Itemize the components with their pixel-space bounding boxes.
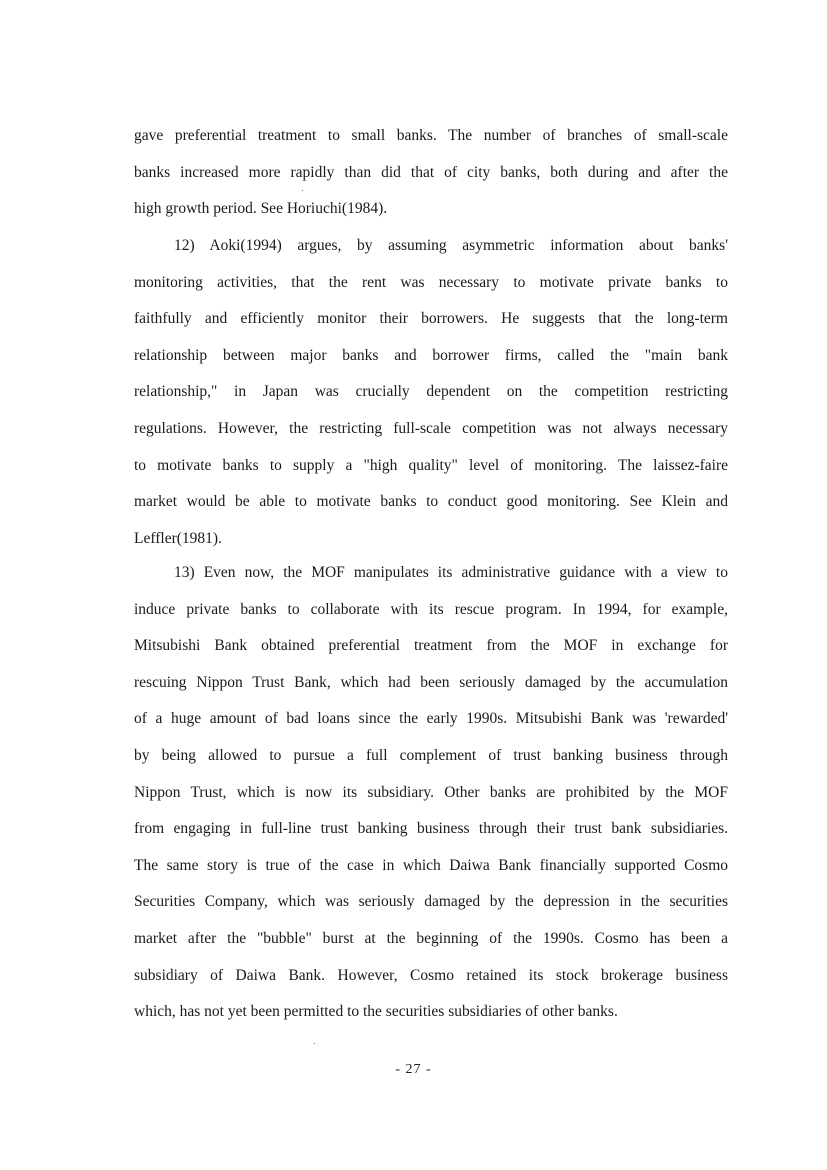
text-line: banks increased more rapidly than did that of city banks, both during and after the <box>134 163 728 181</box>
text-line: subsidiary of Daiwa Bank. However, Cosmo retained its stock brokerage business <box>134 966 728 984</box>
scan-speck <box>314 1043 315 1044</box>
text-line: induce private banks to collaborate with its rescue program. In 1994, for example, <box>134 600 728 618</box>
text-line: relationship between major banks and borrower firms, called the "main bank <box>134 346 728 364</box>
text-line: regulations. However, the restricting full-scale competition was not always necessary <box>134 419 728 437</box>
text-line: monitoring activities, that the rent was necessary to motivate private banks to <box>134 273 728 291</box>
text-line: market would be able to motivate banks to conduct good monitoring. See Klein and <box>134 493 728 511</box>
text-line: Leffler(1981). <box>134 529 222 547</box>
text-line: The same story is true of the case in which Daiwa Bank financially supported Cosmo <box>134 856 728 874</box>
text-line: Nippon Trust, which is now its subsidiary. Other banks are prohibited by the MOF <box>134 783 728 801</box>
text-line: relationship," in Japan was crucially dependent on the competition restricting <box>134 383 728 401</box>
text-line: by being allowed to pursue a full complement of trust banking business through <box>134 746 728 764</box>
text-line: Securities Company, which was seriously damaged by the depression in the securities <box>134 893 728 911</box>
text-line: high growth period. See Horiuchi(1984). <box>134 200 388 218</box>
text-line: Mitsubishi Bank obtained preferential treatment from the MOF in exchange for <box>134 637 728 655</box>
paragraph-footnote-13 <box>134 555 728 1031</box>
text-line: market after the "bubble" burst at the beginning of the 1990s. Cosmo has been a <box>134 929 728 947</box>
text-line: rescuing Nippon Trust Bank, which had been seriously damaged by the accumulation <box>134 673 728 691</box>
text-line: gave preferential treatment to small banks. The number of branches of small-scale <box>134 127 728 144</box>
scan-speck <box>302 190 303 191</box>
text-line: from engaging in full-line trust banking business through their trust bank subsidiaries. <box>134 820 728 838</box>
text-line: to motivate banks to supply a "high quality" level of monitoring. The laissez-faire <box>134 456 728 474</box>
text-line: faithfully and efficiently monitor their borrowers. He suggests that the long-term <box>134 310 728 328</box>
text-line: which, has not yet been permitted to the securities subsidiaries of other banks. <box>134 1003 618 1021</box>
page-number: - 27 - <box>395 1062 432 1077</box>
text-line: of a huge amount of bad loans since the early 1990s. Mitsubishi Bank was 'rewarded' <box>134 710 728 728</box>
paragraph-footnote-12 <box>134 228 728 557</box>
paragraph-footnote-11-continuation <box>134 118 728 228</box>
text-line: 12) Aoki(1994) argues, by assuming asymmetric information about banks' <box>174 237 728 254</box>
text-line: 13) Even now, the MOF manipulates its administrative guidance with a view to <box>174 564 728 581</box>
